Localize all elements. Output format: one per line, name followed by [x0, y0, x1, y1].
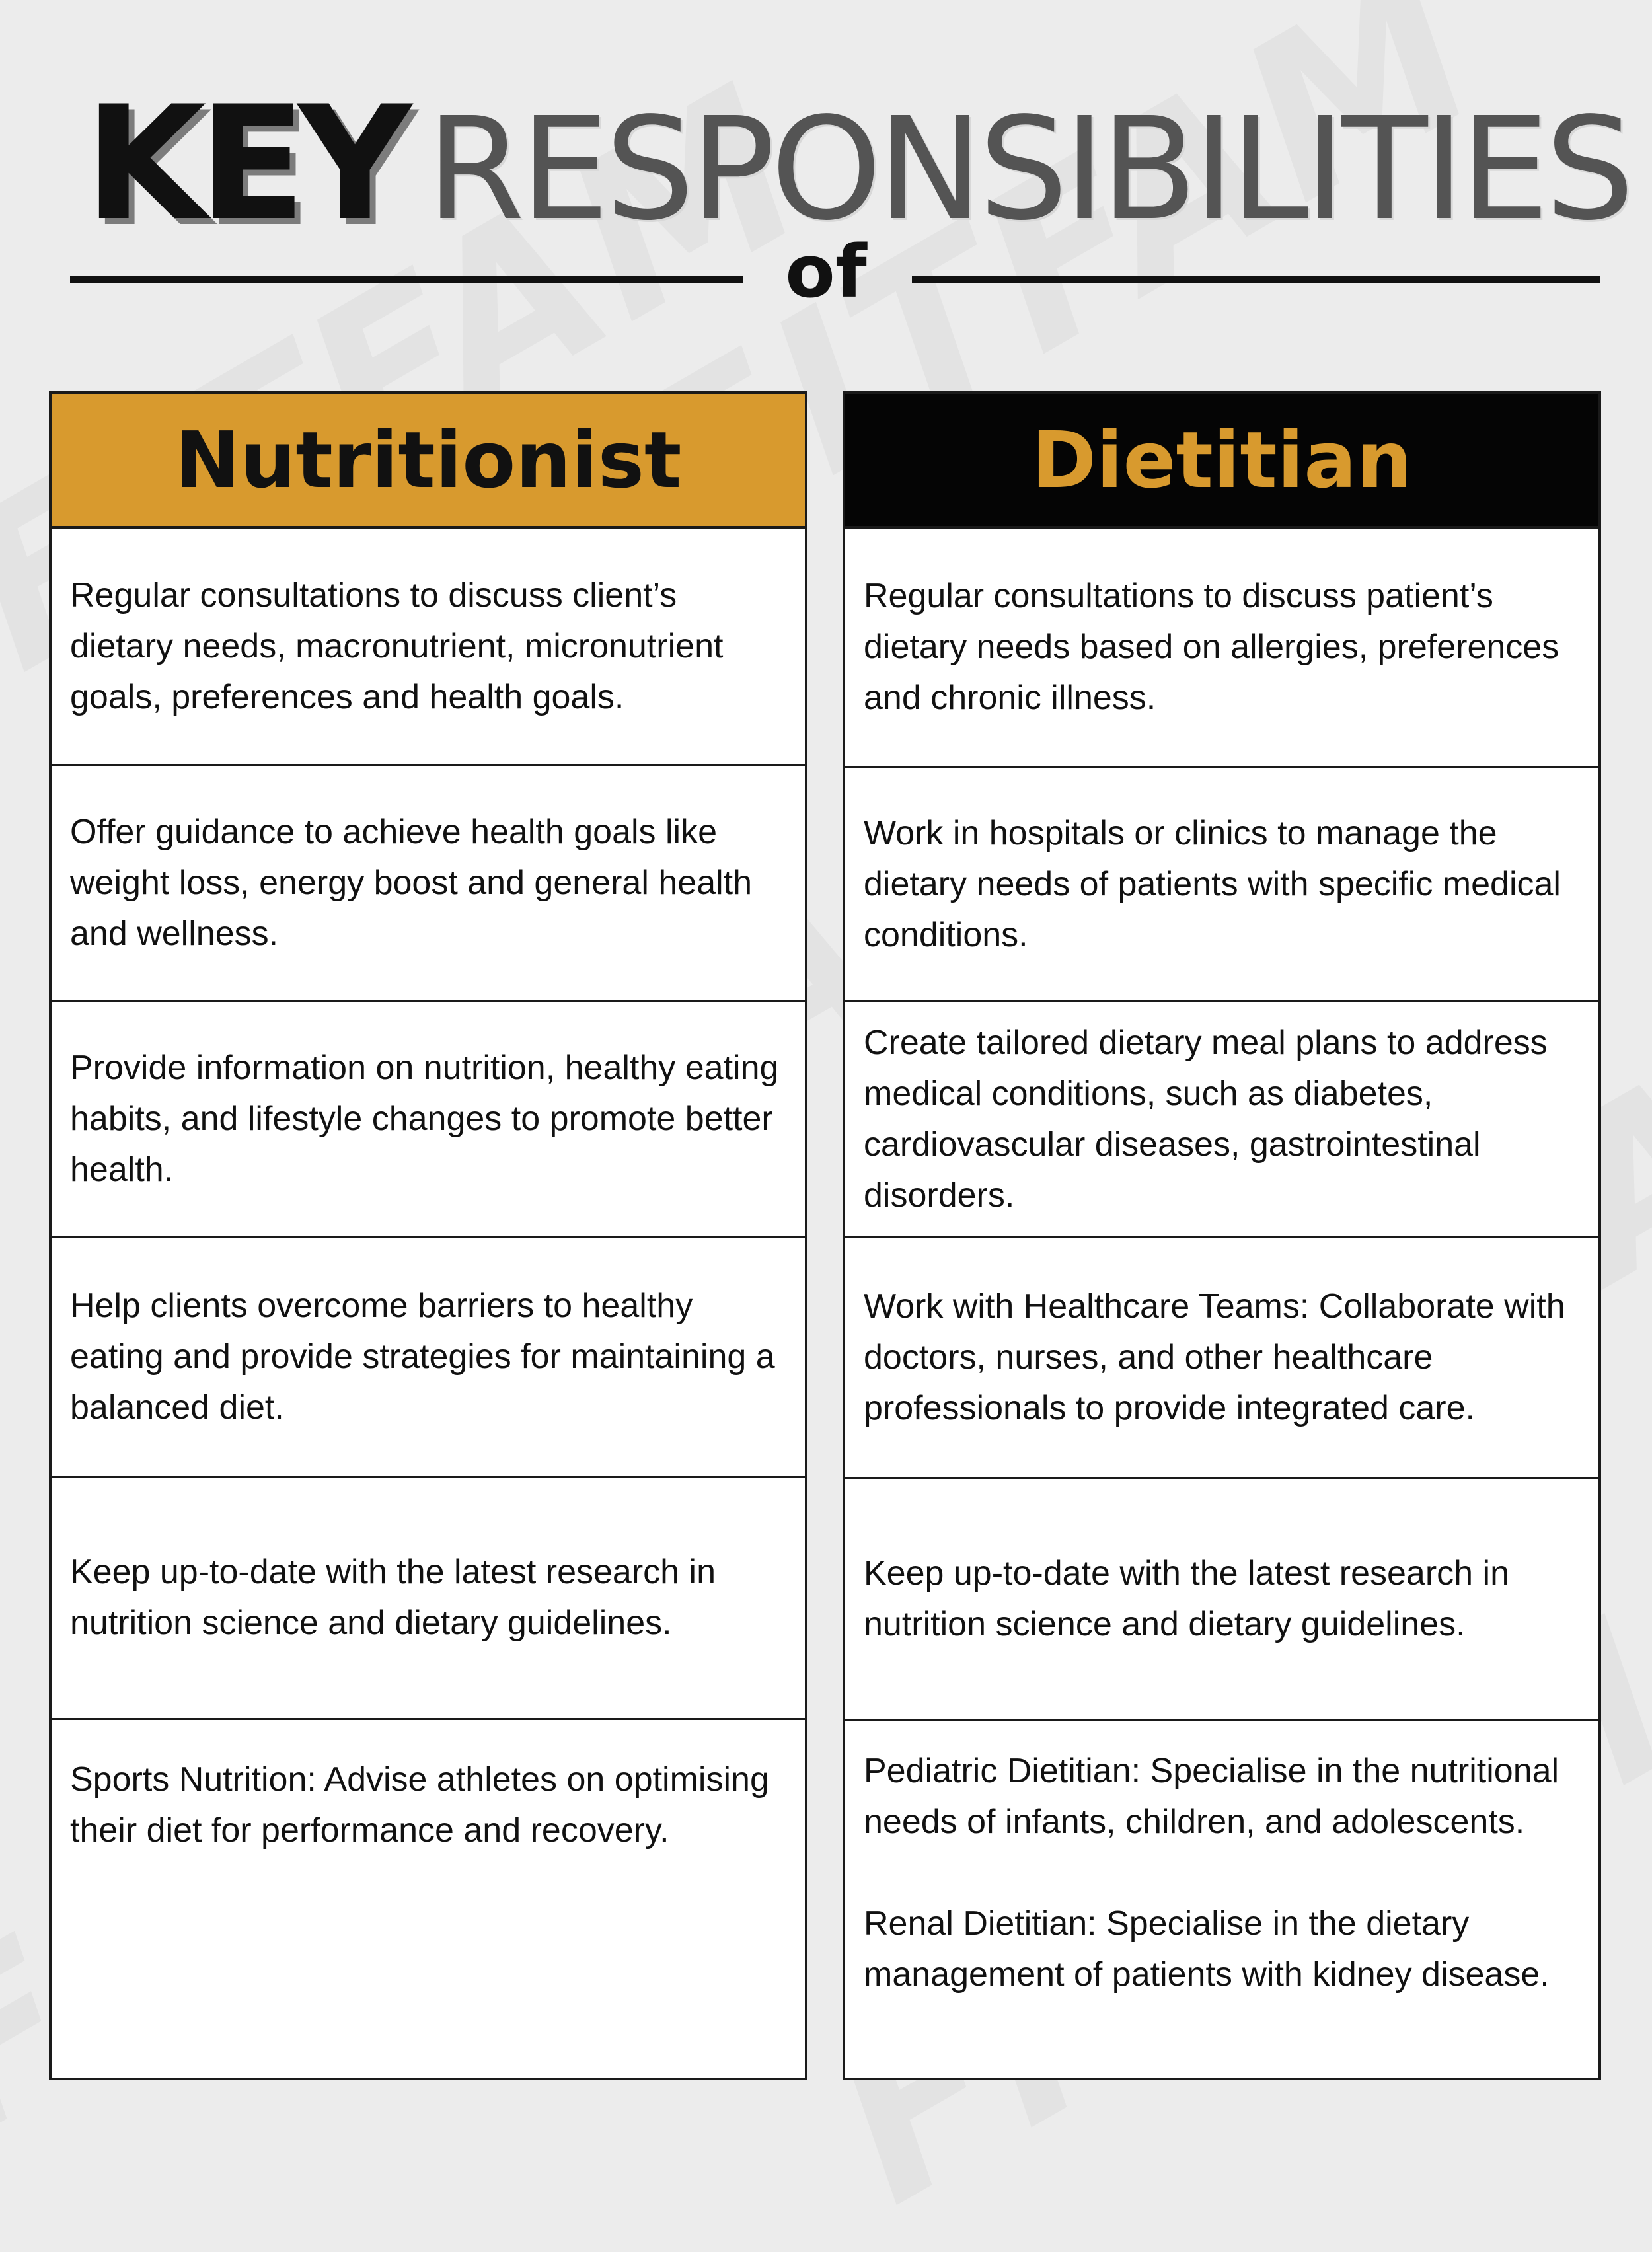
dietitian-item [845, 1721, 1598, 2078]
dietitian-item [845, 1238, 1598, 1479]
nutritionist-item [52, 1002, 805, 1238]
dietitian-item-text: Renal Dietitian: Specialise in the dietary management of patients with kidney disease. [864, 1904, 1550, 1994]
nutritionist-item-text: Provide information on nutrition, healthy eating habits, and lifestyle changes to promote better health. [70, 1049, 779, 1189]
nutritionist-item-text: Sports Nutrition: Advise athletes on optimising their diet for performance and recovery. [70, 1760, 769, 1850]
dietitian-item [845, 1479, 1598, 1721]
nutritionist-heading: Nutritionist [52, 394, 805, 529]
dietitian-heading: Dietitian [845, 394, 1598, 529]
dietitian-item-text: Regular consultations to discuss patient’s dietary needs based on allergies, preferences and chronic illness. [864, 577, 1559, 717]
dietitian-item [845, 768, 1598, 1002]
title-connector: of [785, 229, 867, 314]
nutritionist-item-text: Offer guidance to achieve health goals like weight loss, energy boost and general health and wellness. [70, 812, 753, 953]
dietitian-item-text: Work in hospitals or clinics to manage the dietary needs of patients with specific medical conditions. [864, 813, 1561, 954]
page-title [85, 73, 1630, 256]
dietitian-column [843, 391, 1601, 2080]
nutritionist-item [52, 529, 805, 766]
nutritionist-item-text: Regular consultations to discuss client’s dietary needs, macronutrient, micronutrient goals, preferences and health goals. [70, 576, 724, 716]
dietitian-item-text: Work with Healthcare Teams: Collaborate with doctors, nurses, and other healthcare professionals to provide integrated care. [864, 1287, 1565, 1427]
divider-right [912, 276, 1600, 283]
nutritionist-item-text: Keep up-to-date with the latest research in nutrition science and dietary guidelines. [70, 1553, 716, 1642]
dietitian-item-text: Keep up-to-date with the latest research in nutrition science and dietary guidelines. [864, 1554, 1510, 1643]
divider-left [70, 276, 743, 283]
dietitian-item-text: Create tailored dietary meal plans to address medical conditions, such as diabetes, cardiovascular diseases, gastrointestinal disorders. [864, 1024, 1548, 1215]
dietitian-item [845, 529, 1598, 768]
title-bold-word: KEY [85, 73, 404, 256]
nutritionist-item [52, 1238, 805, 1478]
nutritionist-column [49, 391, 807, 2080]
title-light-word: RESPONSIBILITIES [426, 87, 1630, 252]
nutritionist-item [52, 766, 805, 1002]
dietitian-item-text: Pediatric Dietitian: Specialise in the nutritional needs of infants, children, and adolescents. [864, 1752, 1559, 1841]
dietitian-item [845, 1002, 1598, 1238]
nutritionist-item [52, 1720, 805, 2078]
nutritionist-item [52, 1478, 805, 1720]
nutritionist-item-text: Help clients overcome barriers to healthy eating and provide strategies for maintaining a balanced diet. [70, 1287, 775, 1427]
